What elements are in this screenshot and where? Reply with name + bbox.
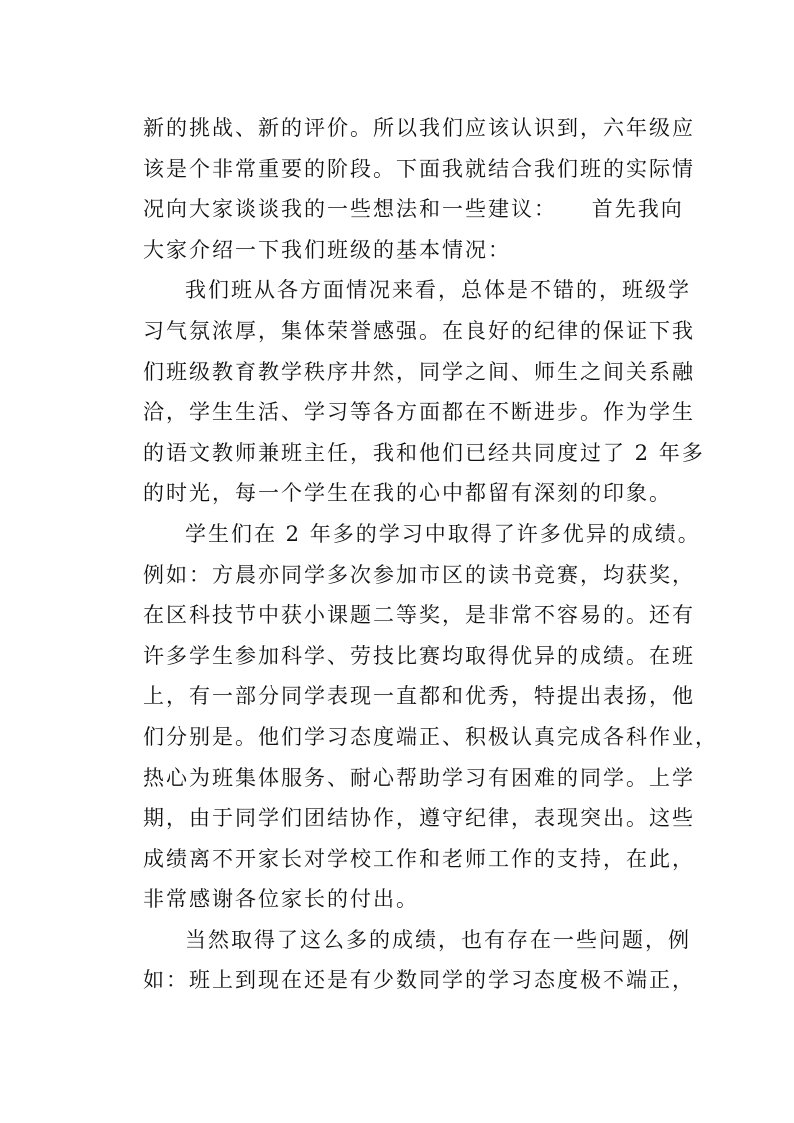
text-line: 况向大家谈谈我的一些想法和一些建议： 首先我向 [143, 197, 684, 222]
text-line: 的语文教师兼班主任，我和他们已经共同度过了 2 年多 [143, 440, 705, 465]
text-line: 成绩离不开家长对学校工作和老师工作的支持，在此， [143, 846, 695, 871]
text-line: 大家介绍一下我们班级的基本情况： [143, 237, 511, 262]
text-line: 该是个非常重要的阶段。下面我就结合我们班的实际情 [143, 156, 695, 181]
text-line: 习气氛浓厚，集体荣誉感强。在良好的纪律的保证下我 [143, 318, 695, 343]
text-line: 们分别是。他们学习态度端正、积极认真完成各科作业， [143, 724, 718, 749]
text-line: 在区科技节中获小课题二等奖，是非常不容易的。还有 [143, 603, 695, 628]
text-line: 如：班上到现在还是有少数同学的学习态度极不端正， [143, 968, 695, 993]
text-line: 们班级教育教学秩序井然，同学之间、师生之间关系融 [143, 359, 695, 384]
paragraph-first-line: 我们班从各方面情况来看，总体是不错的，班级学 [185, 278, 691, 303]
text-line: 非常感谢各位家长的付出。 [143, 887, 419, 912]
text-line: 期，由于同学们团结协作，遵守纪律，表现突出。这些 [143, 806, 695, 831]
text-line: 上，有一部分同学表现一直都和优秀，特提出表扬，他 [143, 684, 695, 709]
text-line: 热心为班集体服务、耐心帮助学习有困难的同学。上学 [143, 765, 695, 790]
text-line: 例如：方晨亦同学多次参加市区的读书竞赛，均获奖， [143, 562, 695, 587]
text-line: 新的挑战、新的评价。所以我们应该认识到，六年级应 [143, 116, 695, 140]
text-line: 的时光，每一个学生在我的心中都留有深刻的印象。 [143, 481, 672, 506]
text-line: 洽，学生生活、学习等各方面都在不断进步。作为学生 [143, 400, 695, 425]
paragraph-first-line: 当然取得了这么多的成绩，也有存在一些问题，例 [185, 927, 691, 952]
paragraph-first-line: 学生们在 2 年多的学习中取得了许多优异的成绩。 [185, 521, 701, 546]
text-line: 许多学生参加科学、劳技比赛均取得优异的成绩。在班 [143, 643, 695, 668]
document-body [143, 108, 718, 1001]
